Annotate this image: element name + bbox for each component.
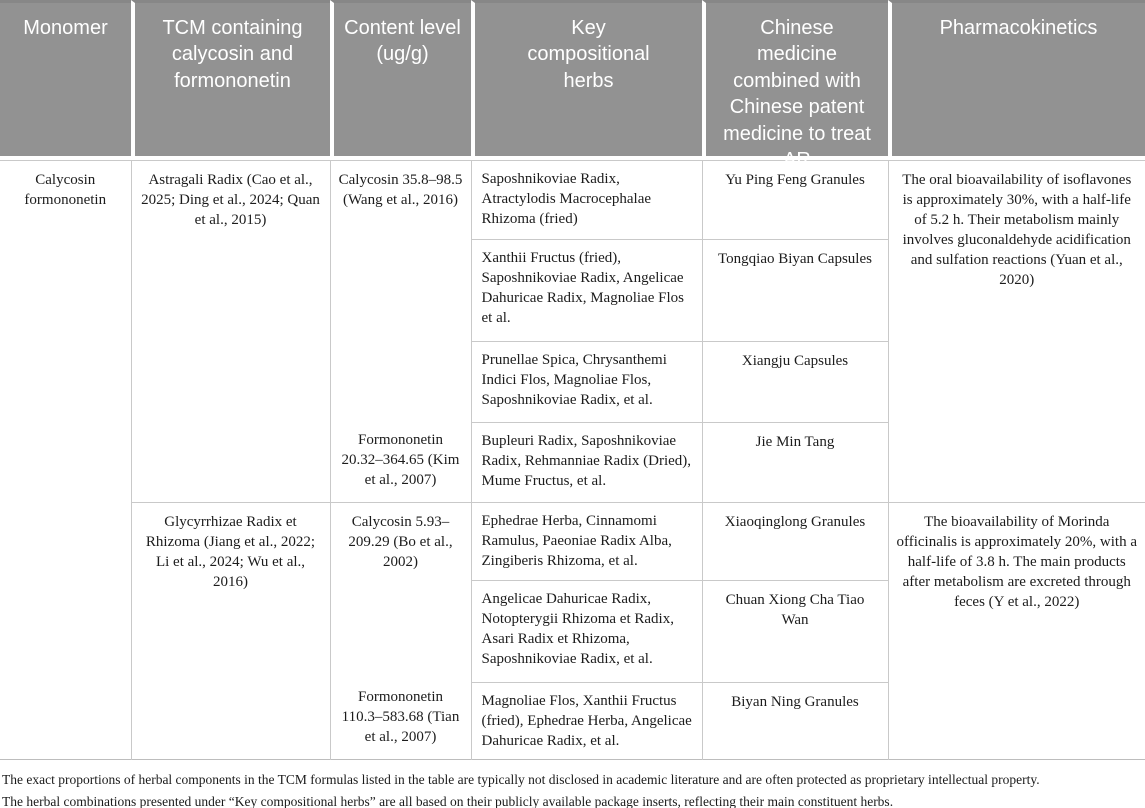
cell-herbs: Ephedrae Herba, Cinnamomi Ramulus, Paeoniae Radix Alba, Zingiberis Rhizoma, et al. bbox=[471, 503, 702, 581]
footnote-line-2: The herbal combinations presented under “Key compositional herbs” are all based on their publicly available package inserts, reflecting their main constituent herbs. bbox=[2, 794, 894, 808]
cell-herbs: Angelicae Dahuricae Radix, Notopterygii Rhizoma et Radix, Asari Radix et Rhizoma, Saposhnikoviae Radix, et al. bbox=[471, 581, 702, 683]
cell-pharmacokinetics-group1: The oral bioavailability of isoflavones is approximately 30%, with a half-life of 5.2 h. Their metabolism mainly involves gluconaldehyde acidification and sulfation reactions (Yuan et al., 2020) bbox=[888, 161, 1145, 503]
content-level-group2 bbox=[339, 512, 463, 750]
col-header-content-level: Content level (ug/g) bbox=[330, 0, 471, 156]
cell-herbs: Prunellae Spica, Chrysanthemi Indici Flos, Magnoliae Flos, Saposhnikoviae Radix, et al. bbox=[471, 341, 702, 423]
cell-medicine: Biyan Ning Granules bbox=[702, 683, 888, 760]
col-header-key-herbs bbox=[471, 0, 702, 156]
cell-herbs: Xanthii Fructus (fried), Saposhnikoviae Radix, Angelicae Dahuricae Radix, Magnoliae Flos et al. bbox=[471, 239, 702, 341]
col-header-chinese-medicine-label: Chinese medicine combined with Chinese patent medicine to treat AR bbox=[723, 17, 871, 171]
table-row bbox=[0, 503, 1145, 581]
content-calycosin-group1: Calycosin 35.8–98.5 (Wang et al., 2016) bbox=[338, 172, 463, 208]
col-header-pharmacokinetics: Pharmacokinetics bbox=[888, 0, 1145, 156]
cell-herbs: Saposhnikoviae Radix, Atractylodis Macrocephalae Rhizoma (fried) bbox=[471, 161, 702, 240]
cell-tcm-group1: Astragali Radix (Cao et al., 2025; Ding et al., 2024; Quan et al., 2015) bbox=[131, 161, 330, 503]
content-level-group1 bbox=[339, 170, 463, 493]
cell-monomer: Calycosin formononetin bbox=[0, 161, 131, 760]
cell-medicine: Chuan Xiong Cha Tiao Wan bbox=[702, 581, 888, 683]
col-header-tcm: TCM containing calycosin and formononetin bbox=[131, 0, 330, 156]
footnote-line-1: The exact proportions of herbal components in the TCM formulas listed in the table are typically not disclosed in academic literature and are often protected as proprietary intellectual property. bbox=[2, 772, 1040, 787]
cell-medicine: Jie Min Tang bbox=[702, 423, 888, 503]
cell-medicine: Xiaoqinglong Granules bbox=[702, 503, 888, 581]
col-header-key-herbs-label: Key compositional herbs bbox=[527, 17, 650, 92]
cell-tcm-group2: Glycyrrhizae Radix et Rhizoma (Jiang et al., 2022; Li et al., 2024; Wu et al., 2016) bbox=[131, 503, 330, 760]
cell-content-group1 bbox=[330, 161, 471, 503]
table-header-row bbox=[0, 0, 1145, 171]
cell-herbs: Magnoliae Flos, Xanthii Fructus (fried), Ephedrae Herba, Angelicae Dahuricae Radix, et al. bbox=[471, 683, 702, 760]
cell-medicine: Tongqiao Biyan Capsules bbox=[702, 239, 888, 341]
data-table bbox=[0, 160, 1145, 760]
cell-content-group2 bbox=[330, 503, 471, 760]
content-calycosin-group2: Calycosin 5.93–209.29 (Bo et al., 2002) bbox=[348, 514, 453, 570]
col-header-monomer: Monomer bbox=[0, 0, 131, 156]
table-row bbox=[0, 161, 1145, 240]
content-formononetin-group1: Formononetin 20.32–364.65 (Kim et al., 2007) bbox=[341, 432, 460, 488]
col-header-chinese-medicine bbox=[702, 0, 888, 171]
table-footnotes bbox=[0, 769, 1145, 808]
cell-medicine: Yu Ping Feng Granules bbox=[702, 161, 888, 240]
cell-herbs: Bupleuri Radix, Saposhnikoviae Radix, Rehmanniae Radix (Dried), Mume Fructus, et al. bbox=[471, 423, 702, 503]
cell-pharmacokinetics-group2: The bioavailability of Morinda officinalis is approximately 20%, with a half-life of 3.8 h. The main products after metabolism are excreted through feces (Y et al., 2022) bbox=[896, 514, 1138, 610]
content-formononetin-group2: Formononetin 110.3–583.68 (Tian et al., 2007) bbox=[341, 689, 460, 745]
cell-medicine: Xiangju Capsules bbox=[702, 341, 888, 423]
